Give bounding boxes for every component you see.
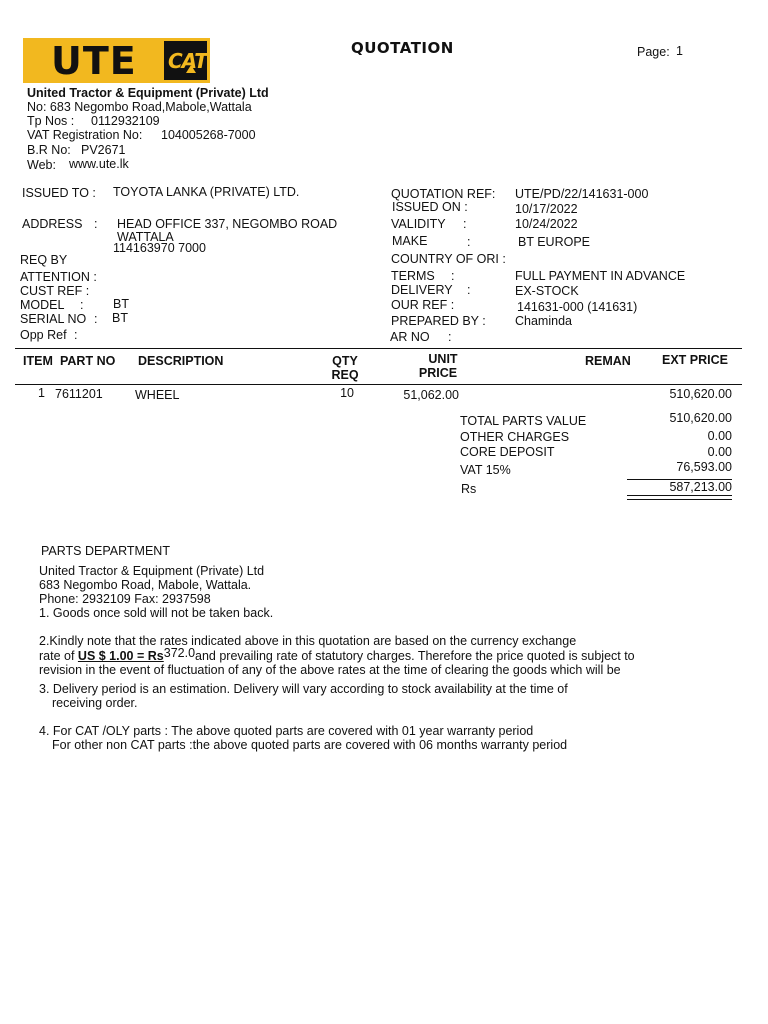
- validity-label: VALIDITY: [391, 217, 446, 231]
- delivery-value: EX-STOCK: [515, 284, 579, 298]
- make-label: MAKE: [392, 234, 428, 248]
- model-value: BT: [113, 297, 129, 311]
- opp-ref-label: Opp Ref: [20, 328, 67, 342]
- row-unit-price: 51,062.00: [403, 388, 459, 402]
- note-2-line-2-rest: and prevailing rate of statutory charges. Therefore the price quoted is subject to: [195, 649, 635, 663]
- total-parts-value: 510,620.00: [669, 411, 732, 425]
- make-value: BT EUROPE: [518, 235, 591, 249]
- our-ref-value: 141631-000 (141631): [517, 300, 638, 314]
- core-deposit-value: 0.00: [707, 445, 732, 459]
- note-2-line-1: 2.Kindly note that the rates indicated above in this quotation are based on the currency exchange: [39, 634, 577, 648]
- footer-phone: Phone: 2932109 Fax: 2937598: [39, 592, 211, 606]
- ar-no-colon: :: [448, 330, 452, 344]
- web-value: www.ute.lk: [69, 157, 129, 171]
- terms-value: FULL PAYMENT IN ADVANCE: [515, 269, 686, 283]
- exchange-rate-text: US $ 1.00 = Rs: [77, 649, 164, 663]
- br-label: B.R No:: [27, 143, 71, 157]
- col-header-price: PRICE: [418, 366, 458, 380]
- other-charges-value: 0.00: [707, 429, 732, 443]
- prepared-by-label: PREPARED BY :: [391, 314, 486, 328]
- cust-ref-label: CUST REF :: [20, 284, 90, 298]
- validity-value: 10/24/2022: [515, 217, 578, 231]
- country-of-origin-label: COUNTRY OF ORI :: [391, 252, 506, 266]
- parts-department-heading: PARTS DEPARTMENT: [41, 544, 170, 558]
- address-line-1: HEAD OFFICE 337, NEGOMBO ROAD: [117, 217, 338, 231]
- table-header-rule: [15, 384, 742, 385]
- validity-colon: :: [463, 217, 467, 231]
- note-3-line-1: 3. Delivery period is an estimation. Delivery will vary according to stock availability at the time of: [39, 682, 568, 696]
- issued-to-value: TOYOTA LANKA (PRIVATE) LTD.: [113, 185, 300, 199]
- company-name: United Tractor & Equipment (Private) Ltd: [27, 86, 269, 100]
- serial-no-label: SERIAL NO: [20, 312, 87, 326]
- page-number: 1: [676, 44, 683, 58]
- quotation-ref-label: QUOTATION REF:: [391, 187, 496, 201]
- issued-on-label: ISSUED ON :: [392, 200, 468, 214]
- vat-label: VAT 15%: [460, 463, 511, 477]
- note-2-rate-prefix: rate of: [39, 649, 75, 663]
- totals-double-rule: [627, 495, 732, 500]
- req-by-label: REQ BY: [20, 253, 68, 267]
- row-ext-price: 510,620.00: [669, 387, 732, 401]
- serial-no-value: BT: [112, 311, 128, 325]
- exchange-rate-value: 372.0: [163, 646, 196, 660]
- note-4-line-1: 4. For CAT /OLY parts : The above quoted parts are covered with 01 year warranty period: [39, 724, 534, 738]
- tp-label: Tp Nos :: [27, 114, 75, 128]
- note-2-line-2: [39, 646, 635, 664]
- address-colon: :: [94, 217, 98, 231]
- total-parts-label: TOTAL PARTS VALUE: [460, 414, 587, 428]
- col-header-ext-price: EXT PRICE: [662, 353, 728, 367]
- delivery-colon: :: [467, 283, 471, 297]
- our-ref-label: OUR REF :: [391, 298, 455, 312]
- address-label: ADDRESS: [22, 217, 83, 231]
- ar-no-label: AR NO: [390, 330, 430, 344]
- company-address: No: 683 Negombo Road,Mabole,Wattala: [27, 100, 252, 114]
- logo-cat-badge: [164, 41, 207, 80]
- grand-total-label: Rs: [461, 482, 477, 496]
- col-header-req: REQ: [331, 368, 359, 382]
- vat-reg-value: 104005268-7000: [161, 128, 256, 142]
- web-label: Web:: [27, 158, 56, 172]
- note-4-line-2: For other non CAT parts :the above quoted parts are covered with 06 months warranty period: [52, 738, 568, 752]
- model-colon: :: [80, 298, 84, 312]
- address-line-2: WATTALA: [117, 230, 174, 244]
- logo-ute-text: UTE: [51, 39, 137, 83]
- quotation-ref-value: UTE/PD/22/141631-000: [515, 187, 649, 201]
- terms-label: TERMS: [391, 269, 435, 283]
- col-header-qty: QTY: [332, 354, 358, 368]
- tp-value: 0112932109: [91, 114, 160, 128]
- address-line-3: 114163970 7000: [113, 241, 206, 255]
- delivery-label: DELIVERY: [391, 283, 453, 297]
- opp-ref-colon: :: [74, 328, 78, 342]
- logo-cat-text: CAT: [168, 49, 207, 73]
- prepared-by-value: Chaminda: [515, 314, 572, 328]
- issued-on-value: 10/17/2022: [515, 202, 578, 216]
- terms-colon: :: [451, 269, 455, 283]
- attention-label: ATTENTION :: [20, 270, 97, 284]
- company-logo: [23, 38, 210, 83]
- note-2-line-3: revision in the event of fluctuation of any of the above rates at the time of clearing the goods which will be: [39, 663, 621, 677]
- page-label: Page:: [637, 45, 670, 59]
- core-deposit-label: CORE DEPOSIT: [460, 445, 555, 459]
- br-value: PV2671: [81, 143, 126, 157]
- note-3-line-2: receiving order.: [52, 696, 138, 710]
- table-top-rule: [15, 348, 742, 349]
- col-header-unit: UNIT: [428, 352, 458, 366]
- serial-no-colon: :: [94, 312, 98, 326]
- document-title: QUOTATION: [351, 39, 454, 57]
- other-charges-label: OTHER CHARGES: [460, 430, 570, 444]
- footer-company-name: United Tractor & Equipment (Private) Ltd: [39, 564, 265, 578]
- footer-address: 683 Negombo Road, Mabole, Wattala.: [39, 578, 252, 592]
- row-description: WHEEL: [135, 388, 180, 402]
- make-colon: :: [467, 235, 471, 249]
- logo-cat-triangle-icon: [186, 65, 196, 73]
- row-item: 1: [38, 386, 45, 400]
- col-header-item: ITEM: [23, 354, 53, 368]
- col-header-description: DESCRIPTION: [138, 354, 224, 368]
- col-header-reman: REMAN: [585, 354, 631, 368]
- grand-total-value: 587,213.00: [669, 480, 732, 494]
- col-header-part-no: PART NO: [60, 354, 116, 368]
- vat-reg-label: VAT Registration No:: [27, 128, 143, 142]
- row-qty: 10: [340, 386, 354, 400]
- row-part-no: 7611201: [55, 387, 103, 401]
- vat-value: 76,593.00: [676, 460, 732, 474]
- model-label: MODEL: [20, 298, 65, 312]
- note-1: 1. Goods once sold will not be taken back.: [39, 606, 274, 620]
- issued-to-label: ISSUED TO :: [22, 186, 96, 200]
